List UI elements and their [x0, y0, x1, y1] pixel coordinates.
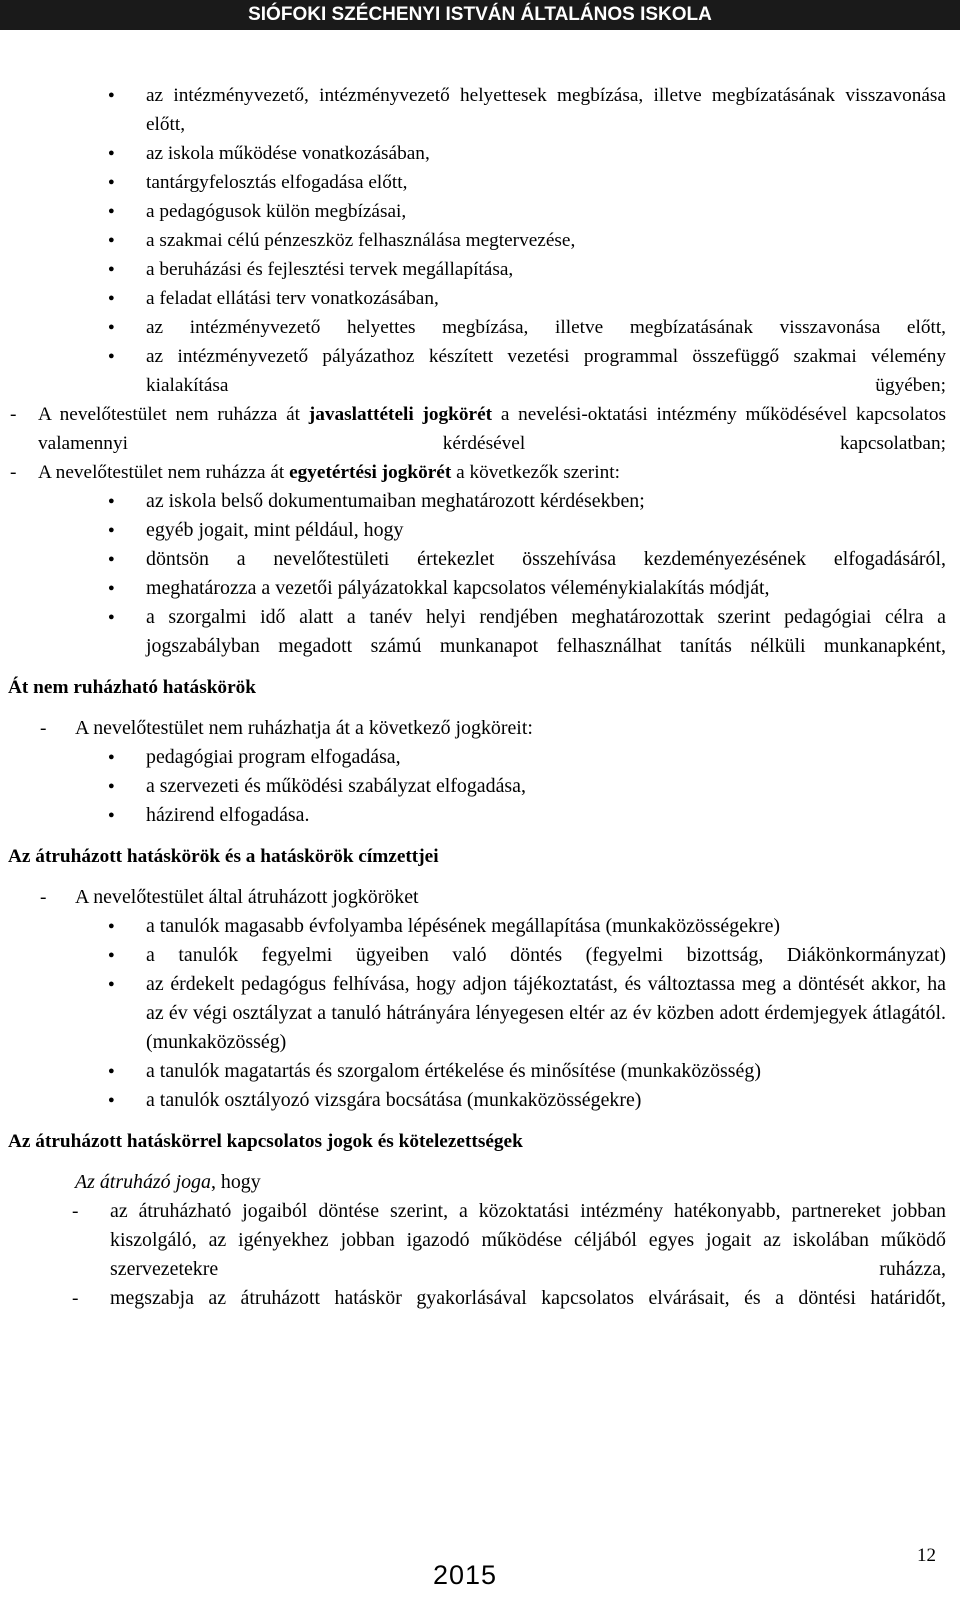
section-rights-obligations: [0, 1127, 960, 1313]
bullet-icon: ●: [108, 263, 115, 275]
bullet-icon: ●: [108, 321, 115, 333]
list-item: ● a feladat ellátási terv vonatkozásában,: [0, 284, 960, 313]
dash-marker: -: [72, 1201, 79, 1222]
dash-item: - A nevelőtestület nem ruházza át egyetértési jogkörét a következők szerint:: [0, 458, 960, 487]
list-item: ● az iskola működése vonatkozásában,: [0, 139, 960, 168]
bullet-icon: ●: [108, 495, 115, 507]
list-item: ● a pedagógusok külön megbízásai,: [0, 197, 960, 226]
dash-item: - megszabja az átruházott hatáskör gyakorlásával kapcsolatos elvárásait, és a döntési határidőt,: [0, 1284, 960, 1313]
bullet-icon: ●: [108, 234, 115, 246]
bullet-icon: ●: [108, 524, 115, 536]
bullet-icon: ●: [108, 978, 115, 990]
dash-marker: -: [72, 1288, 79, 1309]
dash-marker: -: [10, 462, 17, 483]
section-opinion-rights: [0, 81, 960, 661]
page-number: 12: [917, 1545, 936, 1566]
bullet-icon: ●: [108, 751, 115, 763]
bullet-icon: ●: [108, 809, 115, 821]
bullet-icon: ●: [108, 1094, 115, 1106]
intro-line: Az átruházó joga, hogy: [75, 1171, 261, 1193]
list-item: ● a tanulók magatartás és szorgalom értékelése és minősítése (munkaközösség): [0, 1057, 960, 1086]
bullet-icon: ●: [108, 292, 115, 304]
list-item: ● házirend elfogadása.: [0, 801, 960, 830]
dash-marker: -: [40, 718, 47, 739]
document-header: [0, 0, 960, 30]
list-item: ● az intézményvezető helyettes megbízása, illetve megbízatásának visszavonása előtt,: [0, 313, 960, 342]
dash-item: - az átruházható jogaiból döntése szerint, a közoktatási intézmény hatékonyabb, partnereket jobban kiszolgáló, az igényekhez jobban igazodó működése céljából egyes jogait az iskolában működő szervezetekre ruházza,: [0, 1197, 960, 1284]
list-item: ● a szorgalmi idő alatt a tanév helyi rendjében meghatározottak szerint pedagógiai célra a jogszabályban megadott számú munkanapot felhasználhat tanítás nélküli munkanapként,: [0, 603, 960, 661]
bullet-icon: ●: [108, 611, 115, 623]
section-heading: Az átruházott hatáskörrel kapcsolatos jogok és kötelezettségek: [8, 1131, 523, 1152]
bullet-icon: ●: [108, 582, 115, 594]
bullet-icon: ●: [108, 949, 115, 961]
list-item: ● meghatározza a vezetői pályázatokkal kapcsolatos véleménykialakítás módját,: [0, 574, 960, 603]
bullet-icon: ●: [108, 350, 115, 362]
list-item: ● az iskola belső dokumentumaiban meghatározott kérdésekben;: [0, 487, 960, 516]
dash-item: - A nevelőtestület által átruházott jogköröket: [0, 883, 960, 912]
dash-item: - A nevelőtestület nem ruházza át javaslattételi jogkörét a nevelési-oktatási intézmény működésével kapcsolatos valamennyi kérdésével kapcsolatban;: [0, 400, 960, 458]
bullet-icon: ●: [108, 920, 115, 932]
dash-item: - A nevelőtestület nem ruházhatja át a következő jogköreit:: [0, 714, 960, 743]
list-item: ● a beruházási és fejlesztési tervek megállapítása,: [0, 255, 960, 284]
section-delegated: [0, 842, 960, 1115]
list-item: ● az intézményvezető pályázathoz készített vezetési programmal összefüggő szakmai vélemény kialakítása ügyében;: [0, 342, 960, 400]
list-item: ● döntsön a nevelőtestületi értekezlet összehívása kezdeményezésének elfogadásáról,: [0, 545, 960, 574]
section-non-transferable: [0, 673, 960, 830]
list-item: ● az intézményvezető, intézményvezető helyettesek megbízása, illetve megbízatásának visszavonása előtt,: [0, 81, 960, 139]
bullet-icon: ●: [108, 553, 115, 565]
list-item: ● a tanulók osztályozó vizsgára bocsátása (munkaközösségekre): [0, 1086, 960, 1115]
list-item: ● a szakmai célú pénzeszköz felhasználása megtervezése,: [0, 226, 960, 255]
bullet-icon: ●: [108, 205, 115, 217]
emphasis: javaslattételi jogkörét: [308, 404, 493, 425]
list-item: ● pedagógiai program elfogadása,: [0, 743, 960, 772]
list-item: ● tantárgyfelosztás elfogadása előtt,: [0, 168, 960, 197]
footer-year: 2015: [433, 1560, 498, 1590]
bullet-icon: ●: [108, 1065, 115, 1077]
school-name: SIÓFOKI SZÉCHENYI ISTVÁN ÁLTALÁNOS ISKOLA: [248, 4, 712, 25]
intro-italic: Az átruházó joga: [75, 1171, 211, 1193]
section-heading: Az átruházott hatáskörök és a hatáskörök címzettjei: [8, 846, 439, 867]
emphasis: egyetértési jogkörét: [289, 462, 452, 483]
document-body: [0, 81, 960, 1313]
bullet-icon: ●: [108, 147, 115, 159]
dash-marker: -: [10, 404, 17, 425]
list-item: ● a tanulók fegyelmi ügyeiben való döntés (fegyelmi bizottság, Diákönkormányzat): [0, 941, 960, 970]
bullet-icon: ●: [108, 176, 115, 188]
dash-marker: -: [40, 887, 47, 908]
list-item: ● egyéb jogait, mint például, hogy: [0, 516, 960, 545]
bullet-icon: ●: [108, 89, 115, 101]
list-item: ● a szervezeti és működési szabályzat elfogadása,: [0, 772, 960, 801]
bullet-icon: ●: [108, 780, 115, 792]
section-heading: Át nem ruházható hatáskörök: [8, 677, 256, 698]
list-item: ● az érdekelt pedagógus felhívása, hogy adjon tájékoztatást, és változtassa meg a döntését akkor, ha az év végi osztályzat a tanuló hátrányára lényegesen eltér az év közben adott érdemjegyek átlagától. (munkaközösség): [0, 970, 960, 1057]
list-item: ● a tanulók magasabb évfolyamba lépésének megállapítása (munkaközösségekre): [0, 912, 960, 941]
